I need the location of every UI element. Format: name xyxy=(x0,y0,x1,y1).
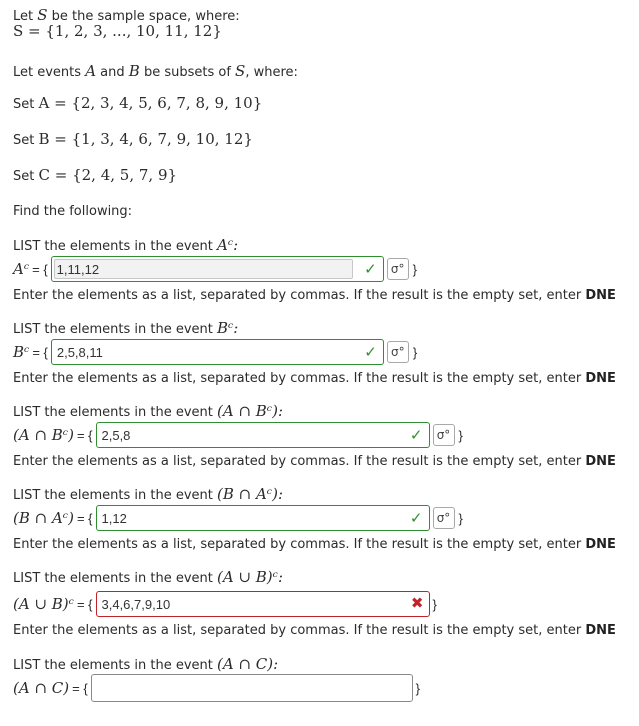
question-1-hint: Enter the elements as a list, separated by commas. If the result is the empty set, enter DNE xyxy=(13,288,616,303)
answer-field-b-complement[interactable]: 2,5,8,11 ✓ xyxy=(51,339,384,365)
question-1-prompt: LIST the elements in the event Aᶜ: xyxy=(13,236,239,254)
question-2-hint: Enter the elements as a list, separated by commas. If the result is the empty set, enter DNE xyxy=(13,371,616,386)
question-3-prompt: LIST the elements in the event (A ∩ Bᶜ): xyxy=(13,402,284,420)
question-5-hint: Enter the elements as a list, separated by commas. If the result is the empty set, enter DNE xyxy=(13,623,616,638)
check-icon: ✓ xyxy=(409,426,423,444)
sample-space-sentence: Let S be the sample space, where: xyxy=(13,6,240,24)
answer-field-a-complement[interactable]: 1,11,12 ✓ xyxy=(51,256,384,282)
cross-icon: ✖ xyxy=(410,594,424,612)
find-instruction: Find the following: xyxy=(13,204,133,219)
set-b-definition: Set B = {1, 3, 4, 6, 7, 9, 10, 12} xyxy=(13,130,253,148)
question-3-answer-row: (A ∩ Bᶜ) = { 2,5,8 ✓ σ° } xyxy=(13,422,463,448)
question-2-prompt: LIST the elements in the event Bᶜ: xyxy=(13,319,239,337)
question-6-prompt: LIST the elements in the event (A ∩ C): xyxy=(13,655,279,673)
symbol-keyboard-icon[interactable]: σ° xyxy=(387,341,409,363)
answer-field-a-union-b-complement[interactable]: 3,4,6,7,9,10 ✖ xyxy=(96,591,430,617)
symbol-keyboard-icon[interactable]: σ° xyxy=(387,258,409,280)
question-4-answer-row: (B ∩ Aᶜ) = { 1,12 ✓ σ° } xyxy=(13,505,463,531)
symbol-keyboard-icon[interactable]: σ° xyxy=(433,507,455,529)
answer-field-a-intersect-b-complement[interactable]: 2,5,8 ✓ xyxy=(96,422,430,448)
question-1-answer-row: Aᶜ = { 1,11,12 ✓ σ° } xyxy=(13,256,417,282)
check-icon: ✓ xyxy=(409,509,423,527)
question-4-prompt: LIST the elements in the event (B ∩ Aᶜ): xyxy=(13,485,284,503)
answer-field-b-intersect-a-complement[interactable]: 1,12 ✓ xyxy=(96,505,430,531)
question-2-answer-row: Bᶜ = { 2,5,8,11 ✓ σ° } xyxy=(13,339,417,365)
check-icon: ✓ xyxy=(364,260,377,278)
question-6-answer-row: (A ∩ C) = { } xyxy=(13,674,420,702)
check-icon: ✓ xyxy=(364,343,377,361)
set-a-definition: Set A = {2, 3, 4, 5, 6, 7, 8, 9, 10} xyxy=(13,94,263,112)
symbol-keyboard-icon[interactable]: σ° xyxy=(433,424,455,446)
subsets-sentence: Let events A and B be subsets of S, where: xyxy=(13,62,298,80)
question-3-hint: Enter the elements as a list, separated by commas. If the result is the empty set, enter DNE xyxy=(13,454,616,469)
question-4-hint: Enter the elements as a list, separated by commas. If the result is the empty set, enter DNE xyxy=(13,537,616,552)
answer-field-a-intersect-c[interactable] xyxy=(91,674,413,702)
question-5-answer-row: (A ∪ B)ᶜ = { 3,4,6,7,9,10 ✖ } xyxy=(13,591,437,617)
question-5-prompt: LIST the elements in the event (A ∪ B)ᶜ: xyxy=(13,568,284,586)
sample-space-definition: S = {1, 2, 3, ..., 10, 11, 12} xyxy=(13,22,222,40)
set-c-definition: Set C = {2, 4, 5, 7, 9} xyxy=(13,166,178,184)
